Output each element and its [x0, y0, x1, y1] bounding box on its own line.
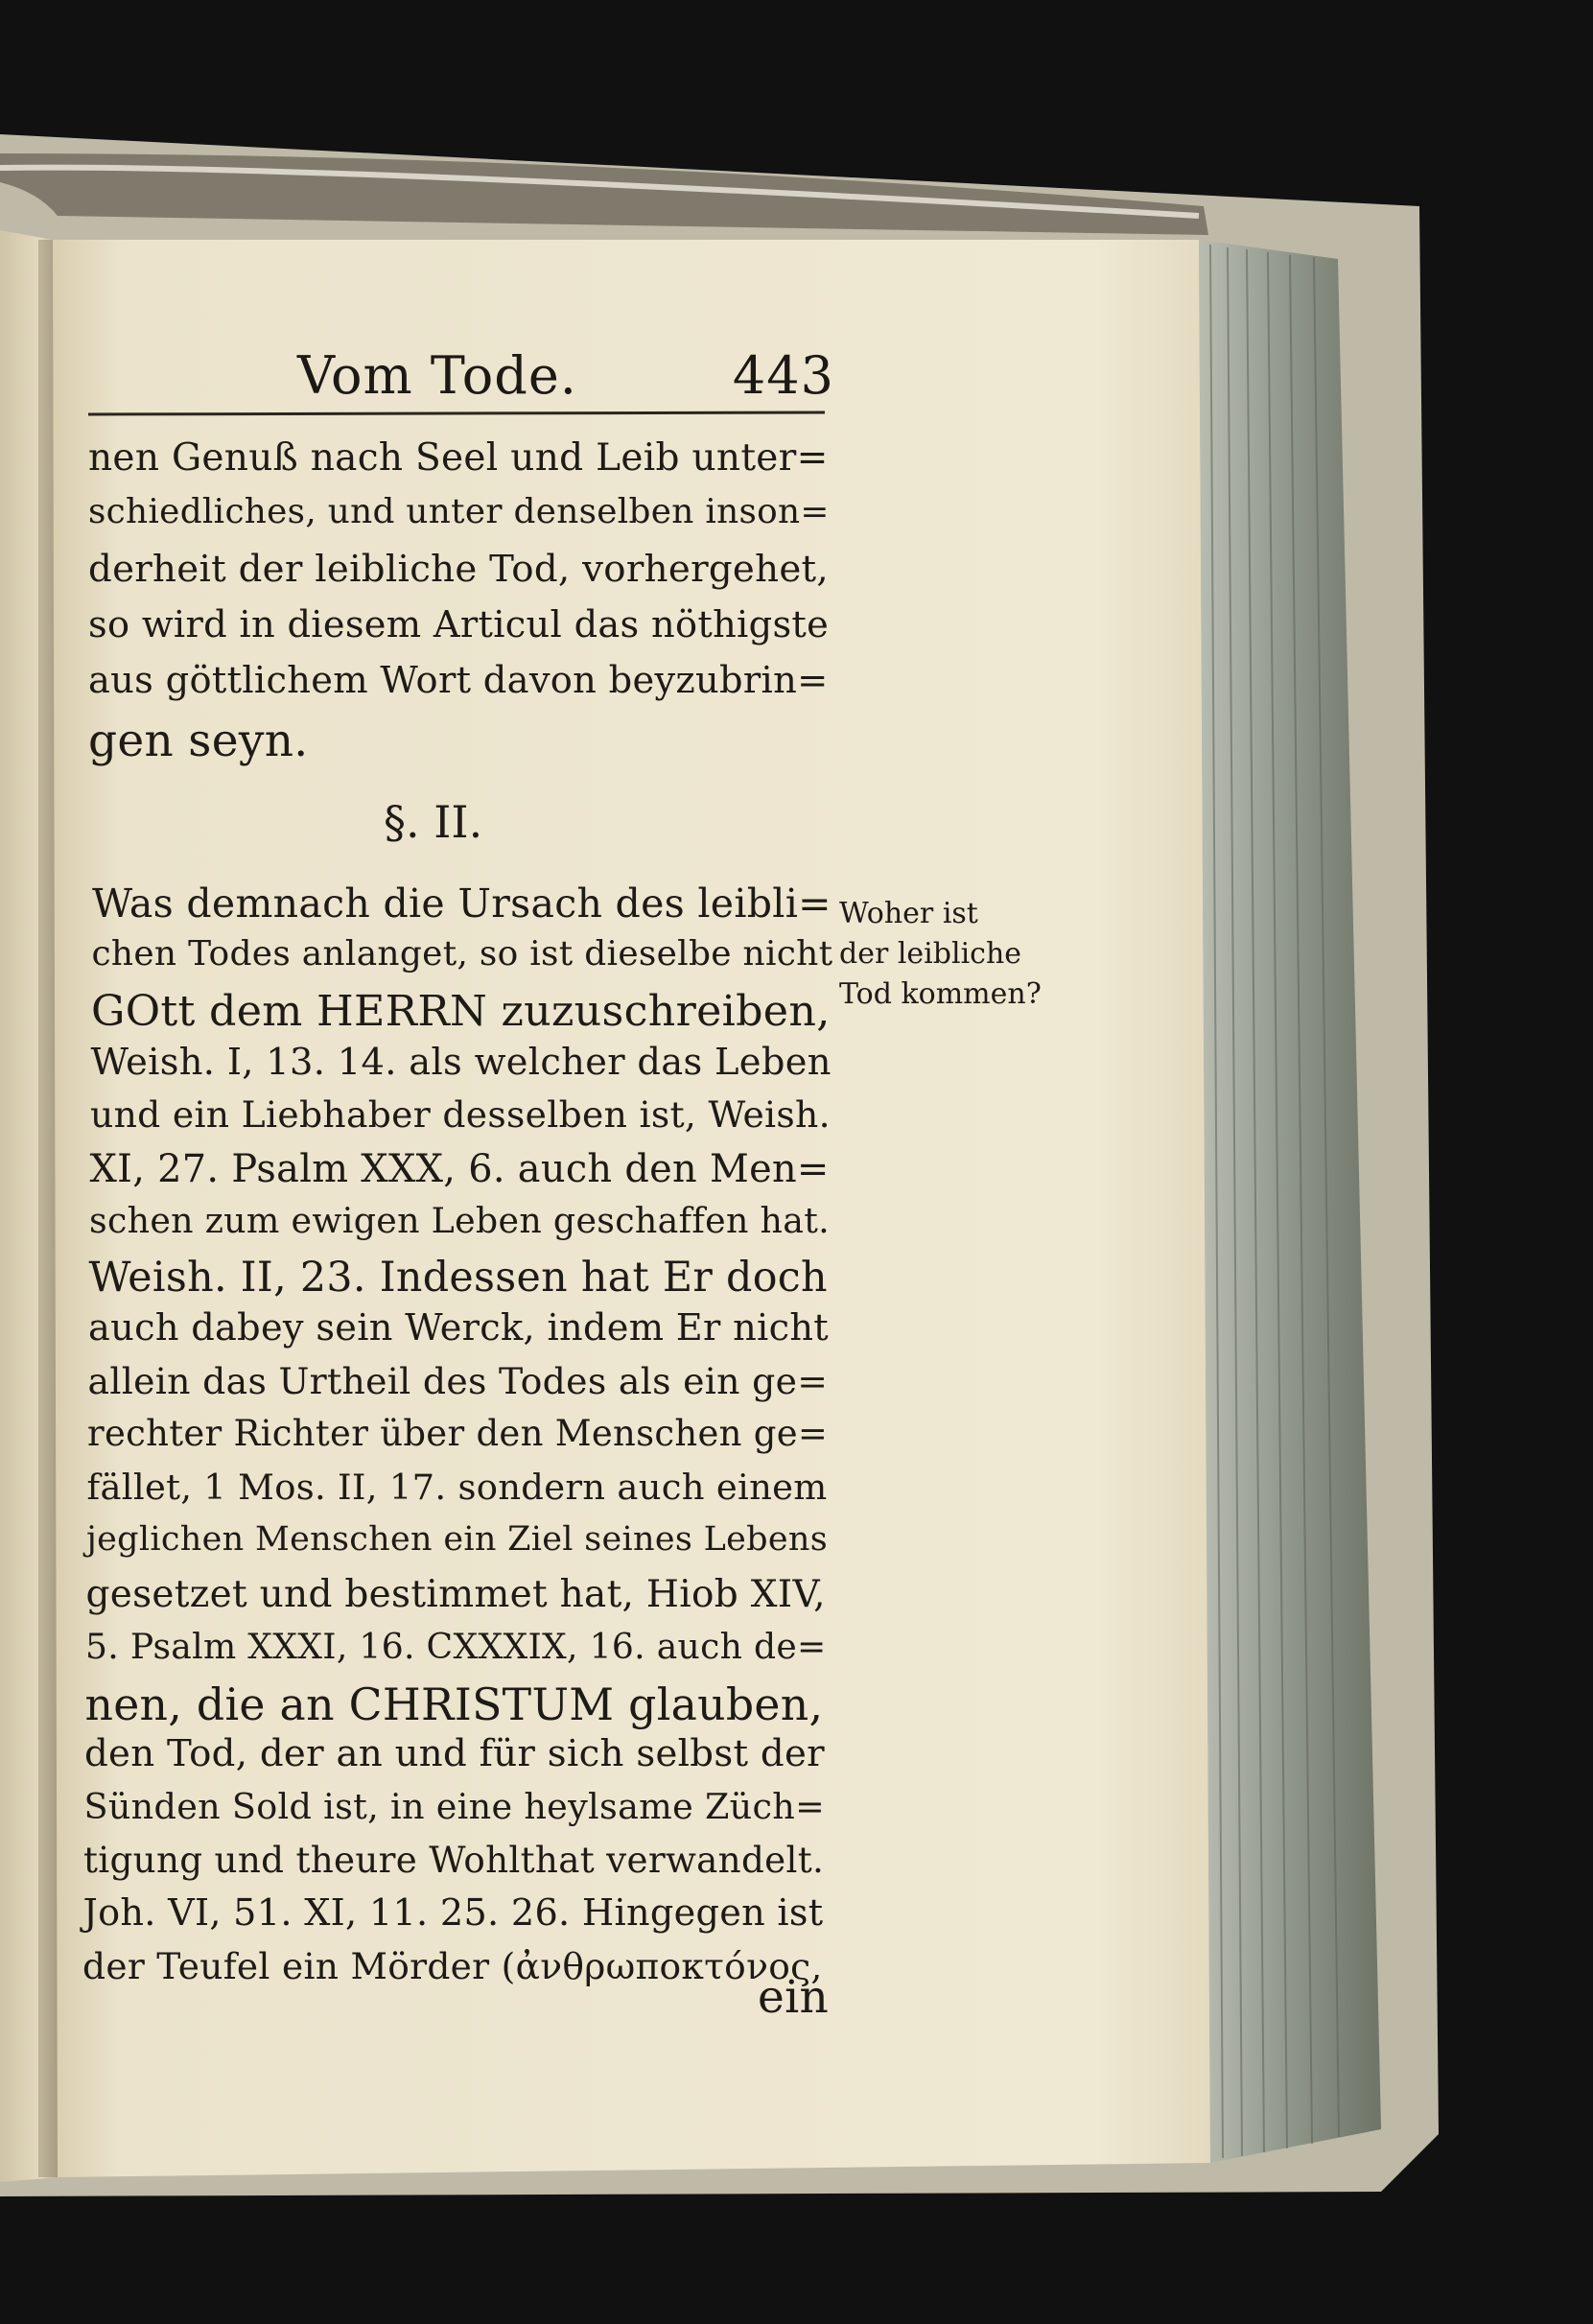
running-title: Vom Tode.: [297, 345, 577, 406]
text-line: chen Todes anlanget, so ist dieselbe nicht: [91, 933, 833, 974]
text-line: aus göttlichem Wort davon beyzubrin=: [88, 659, 829, 702]
margin-note-line: Tod kommen?: [839, 977, 1042, 1011]
text-line: 5. Psalm XXXI, 16. CXXXIX, 16. auch de=: [85, 1626, 827, 1667]
text-line: auch dabey sein Werck, indem Er nicht: [88, 1306, 829, 1350]
text-line: gen seyn.: [88, 715, 309, 767]
text-line: allein das Urtheil des Todes als ein ge=: [87, 1359, 829, 1402]
page-number: 443: [732, 345, 834, 406]
catchword: ein: [758, 1971, 830, 2024]
text-line: Weish. I, 13. 14. als welcher das Leben: [90, 1040, 832, 1084]
text-line: rechter Richter über den Menschen ge=: [87, 1413, 829, 1454]
text-line: so wird in diesem Articul das nöthigste: [88, 603, 830, 646]
text-line: tigung und theure Wohlthat verwandelt.: [83, 1839, 825, 1881]
text-line: schen zum ewigen Leben geschaffen hat.: [89, 1200, 830, 1241]
text-line: XI, 27. Psalm XXX, 6. auch den Men=: [89, 1146, 830, 1191]
text-line: jeglichen Menschen ein Ziel seines Lebens: [86, 1519, 829, 1559]
text-line: der Teufel ein Mörder (ἀνθρωποκτόνος,: [82, 1945, 823, 1987]
section-heading: §. II.: [384, 796, 483, 848]
text-line: und ein Liebhaber desselben ist, Weish.: [90, 1093, 831, 1136]
text-line: schiedliches, und unter denselben inson=: [88, 492, 830, 531]
text-line: den Tod, der an und für sich selbst der: [84, 1732, 825, 1775]
text-line: fället, 1 Mos. II, 17. sondern auch einem: [86, 1466, 828, 1508]
text-line: nen Genuß nach Seel und Leib unter=: [88, 436, 829, 480]
margin-note-line: der leibliche: [839, 937, 1022, 971]
text-line: GOtt dem HERRN zuzuschreiben,: [91, 987, 831, 1036]
margin-note-line: Woher ist: [839, 897, 978, 930]
text-line: Sünden Sold ist, in eine heylsame Züch=: [83, 1785, 826, 1827]
text-line: Joh. VI, 51. XI, 11. 25. 26. Hingegen ist: [82, 1891, 824, 1935]
text-line: Weish. II, 23. Indessen hat Er doch: [88, 1253, 828, 1302]
text-line: Was demnach die Ursach des leibli=: [92, 880, 832, 927]
text-line: gesetzet und bestimmet hat, Hiob XIV,: [85, 1572, 826, 1616]
running-head: [297, 345, 834, 412]
text-line: derheit der leibliche Tod, vorhergehet,: [88, 548, 829, 591]
text-line: nen, die an CHRISTUM glauben,: [84, 1678, 824, 1730]
